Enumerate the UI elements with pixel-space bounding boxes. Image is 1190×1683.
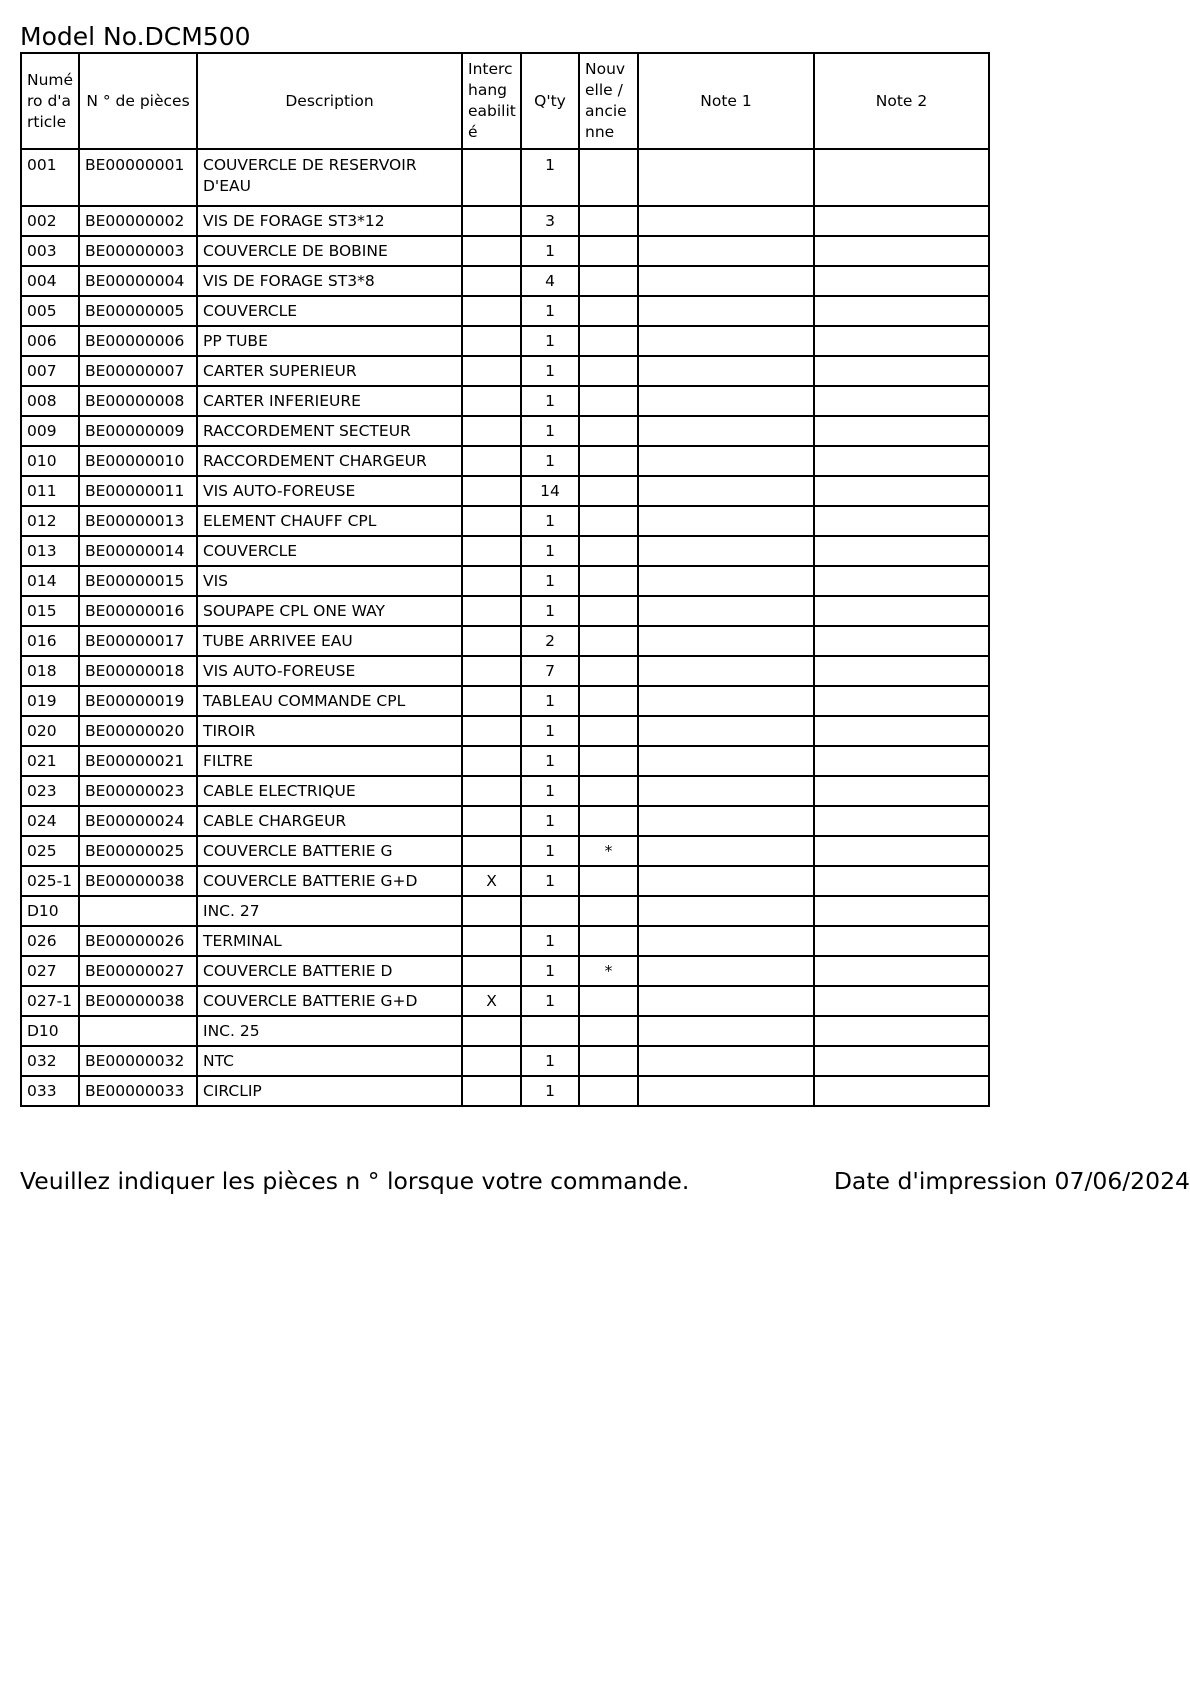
cell-note-2 (814, 386, 989, 416)
header-qty: Q'ty (521, 53, 579, 149)
table-row (21, 446, 989, 476)
parts-table (20, 52, 990, 1107)
cell-note-2 (814, 236, 989, 266)
cell-qty (521, 896, 579, 926)
cell-description: INC. 25 (197, 1016, 462, 1046)
cell-part-number: BE00000010 (79, 446, 197, 476)
cell-description: CARTER INFERIEURE (197, 386, 462, 416)
cell-qty: 1 (521, 716, 579, 746)
cell-note-2 (814, 149, 989, 206)
cell-note-1 (638, 686, 814, 716)
cell-item-number: 021 (21, 746, 79, 776)
cell-interchangeability (462, 656, 521, 686)
cell-new-old (579, 1076, 638, 1106)
cell-description: VIS DE FORAGE ST3*12 (197, 206, 462, 236)
cell-qty: 1 (521, 956, 579, 986)
cell-qty: 1 (521, 1046, 579, 1076)
cell-note-1 (638, 596, 814, 626)
cell-qty: 1 (521, 806, 579, 836)
cell-note-1 (638, 356, 814, 386)
cell-note-2 (814, 326, 989, 356)
cell-part-number: BE00000004 (79, 266, 197, 296)
cell-qty: 14 (521, 476, 579, 506)
cell-note-1 (638, 926, 814, 956)
cell-part-number: BE00000008 (79, 386, 197, 416)
cell-interchangeability (462, 536, 521, 566)
table-row (21, 476, 989, 506)
cell-note-2 (814, 1016, 989, 1046)
cell-qty: 1 (521, 596, 579, 626)
cell-description: RACCORDEMENT CHARGEUR (197, 446, 462, 476)
table-row (21, 746, 989, 776)
cell-interchangeability (462, 506, 521, 536)
table-row (21, 656, 989, 686)
cell-new-old (579, 476, 638, 506)
cell-item-number: 019 (21, 686, 79, 716)
cell-new-old: * (579, 836, 638, 866)
table-row (21, 326, 989, 356)
cell-new-old (579, 746, 638, 776)
cell-item-number: 003 (21, 236, 79, 266)
cell-part-number (79, 896, 197, 926)
cell-interchangeability (462, 836, 521, 866)
cell-new-old (579, 536, 638, 566)
cell-new-old (579, 656, 638, 686)
cell-interchangeability (462, 356, 521, 386)
cell-qty: 1 (521, 746, 579, 776)
cell-description: TUBE ARRIVEE EAU (197, 626, 462, 656)
cell-interchangeability (462, 149, 521, 206)
cell-description: VIS AUTO-FOREUSE (197, 476, 462, 506)
cell-description: COUVERCLE BATTERIE G+D (197, 866, 462, 896)
cell-interchangeability (462, 206, 521, 236)
cell-description: CABLE ELECTRIQUE (197, 776, 462, 806)
table-row (21, 356, 989, 386)
table-row (21, 1046, 989, 1076)
cell-qty: 1 (521, 416, 579, 446)
cell-qty: 4 (521, 266, 579, 296)
table-row (21, 149, 989, 206)
header-note-2: Note 2 (814, 53, 989, 149)
table-row (21, 806, 989, 836)
cell-new-old (579, 986, 638, 1016)
header-interchangeability: Interc hang eabilit é (462, 53, 521, 149)
cell-description: COUVERCLE BATTERIE D (197, 956, 462, 986)
cell-part-number: BE00000009 (79, 416, 197, 446)
cell-note-1 (638, 896, 814, 926)
header-part-number: N ° de pièces (79, 53, 197, 149)
cell-part-number: BE00000021 (79, 746, 197, 776)
cell-part-number: BE00000025 (79, 836, 197, 866)
cell-interchangeability (462, 896, 521, 926)
cell-new-old (579, 296, 638, 326)
cell-new-old (579, 596, 638, 626)
cell-part-number: BE00000011 (79, 476, 197, 506)
cell-part-number: BE00000027 (79, 956, 197, 986)
cell-new-old (579, 626, 638, 656)
cell-interchangeability (462, 266, 521, 296)
cell-qty: 1 (521, 776, 579, 806)
table-row (21, 686, 989, 716)
cell-note-2 (814, 746, 989, 776)
cell-new-old (579, 416, 638, 446)
cell-part-number: BE00000032 (79, 1046, 197, 1076)
cell-note-1 (638, 476, 814, 506)
cell-qty: 3 (521, 206, 579, 236)
cell-item-number: 008 (21, 386, 79, 416)
cell-interchangeability (462, 446, 521, 476)
cell-interchangeability (462, 926, 521, 956)
cell-item-number: 010 (21, 446, 79, 476)
cell-description: NTC (197, 1046, 462, 1076)
cell-interchangeability: X (462, 986, 521, 1016)
cell-qty: 1 (521, 986, 579, 1016)
header-new-old: Nouv elle / ancie nne (579, 53, 638, 149)
cell-interchangeability (462, 236, 521, 266)
cell-interchangeability (462, 1016, 521, 1046)
cell-part-number: BE00000038 (79, 866, 197, 896)
cell-description: COUVERCLE BATTERIE G (197, 836, 462, 866)
cell-part-number: BE00000002 (79, 206, 197, 236)
table-row (21, 236, 989, 266)
cell-new-old (579, 326, 638, 356)
cell-new-old (579, 926, 638, 956)
cell-part-number (79, 1016, 197, 1046)
cell-new-old (579, 716, 638, 746)
cell-interchangeability: X (462, 866, 521, 896)
cell-note-1 (638, 206, 814, 236)
cell-new-old (579, 446, 638, 476)
header-item-number: Numé ro d'a rticle (21, 53, 79, 149)
table-row (21, 296, 989, 326)
cell-part-number: BE00000019 (79, 686, 197, 716)
cell-interchangeability (462, 566, 521, 596)
cell-description: VIS (197, 566, 462, 596)
table-row (21, 716, 989, 746)
cell-qty: 1 (521, 296, 579, 326)
cell-note-2 (814, 1076, 989, 1106)
cell-interchangeability (462, 746, 521, 776)
cell-item-number: 033 (21, 1076, 79, 1106)
cell-description: INC. 27 (197, 896, 462, 926)
cell-note-1 (638, 416, 814, 446)
cell-note-1 (638, 296, 814, 326)
cell-description: TABLEAU COMMANDE CPL (197, 686, 462, 716)
table-header-row (21, 53, 989, 149)
cell-new-old (579, 1016, 638, 1046)
cell-item-number: 024 (21, 806, 79, 836)
cell-part-number: BE00000006 (79, 326, 197, 356)
cell-part-number: BE00000023 (79, 776, 197, 806)
cell-interchangeability (462, 686, 521, 716)
cell-item-number: 006 (21, 326, 79, 356)
cell-description: COUVERCLE DE RESERVOIR D'EAU (197, 149, 462, 206)
cell-note-1 (638, 536, 814, 566)
cell-item-number: 018 (21, 656, 79, 686)
cell-note-1 (638, 776, 814, 806)
cell-description: FILTRE (197, 746, 462, 776)
cell-note-2 (814, 896, 989, 926)
cell-qty: 1 (521, 386, 579, 416)
cell-note-1 (638, 956, 814, 986)
cell-qty: 1 (521, 866, 579, 896)
cell-item-number: 026 (21, 926, 79, 956)
cell-interchangeability (462, 1076, 521, 1106)
cell-part-number: BE00000033 (79, 1076, 197, 1106)
cell-interchangeability (462, 626, 521, 656)
cell-note-2 (814, 956, 989, 986)
cell-note-2 (814, 416, 989, 446)
cell-description: TERMINAL (197, 926, 462, 956)
cell-part-number: BE00000020 (79, 716, 197, 746)
cell-note-1 (638, 626, 814, 656)
cell-note-2 (814, 626, 989, 656)
cell-new-old (579, 206, 638, 236)
cell-new-old (579, 386, 638, 416)
cell-item-number: 007 (21, 356, 79, 386)
cell-item-number: 011 (21, 476, 79, 506)
cell-new-old (579, 686, 638, 716)
cell-description: COUVERCLE DE BOBINE (197, 236, 462, 266)
cell-part-number: BE00000024 (79, 806, 197, 836)
cell-note-2 (814, 566, 989, 596)
cell-part-number: BE00000018 (79, 656, 197, 686)
cell-note-1 (638, 1016, 814, 1046)
table-row (21, 416, 989, 446)
table-row (21, 626, 989, 656)
cell-item-number: 001 (21, 149, 79, 206)
cell-qty: 1 (521, 446, 579, 476)
cell-item-number: 004 (21, 266, 79, 296)
cell-qty: 1 (521, 686, 579, 716)
table-row (21, 896, 989, 926)
cell-new-old (579, 149, 638, 206)
table-row (21, 506, 989, 536)
cell-part-number: BE00000013 (79, 506, 197, 536)
cell-description: ELEMENT CHAUFF CPL (197, 506, 462, 536)
cell-note-2 (814, 206, 989, 236)
cell-note-2 (814, 656, 989, 686)
cell-note-1 (638, 506, 814, 536)
cell-note-1 (638, 806, 814, 836)
table-row (21, 836, 989, 866)
cell-note-2 (814, 836, 989, 866)
cell-qty: 1 (521, 326, 579, 356)
table-row (21, 266, 989, 296)
cell-interchangeability (462, 776, 521, 806)
cell-part-number: BE00000007 (79, 356, 197, 386)
cell-note-2 (814, 296, 989, 326)
cell-qty: 7 (521, 656, 579, 686)
cell-item-number: 027 (21, 956, 79, 986)
cell-description: CIRCLIP (197, 1076, 462, 1106)
cell-qty: 1 (521, 149, 579, 206)
cell-note-1 (638, 716, 814, 746)
cell-part-number: BE00000016 (79, 596, 197, 626)
cell-item-number: 032 (21, 1046, 79, 1076)
cell-item-number: 025-1 (21, 866, 79, 896)
cell-description: RACCORDEMENT SECTEUR (197, 416, 462, 446)
table-row (21, 866, 989, 896)
cell-note-1 (638, 746, 814, 776)
cell-new-old (579, 566, 638, 596)
cell-interchangeability (462, 806, 521, 836)
cell-item-number: D10 (21, 1016, 79, 1046)
cell-part-number: BE00000017 (79, 626, 197, 656)
cell-new-old (579, 356, 638, 386)
cell-interchangeability (462, 386, 521, 416)
cell-interchangeability (462, 1046, 521, 1076)
cell-part-number: BE00000026 (79, 926, 197, 956)
cell-interchangeability (462, 716, 521, 746)
cell-note-2 (814, 1046, 989, 1076)
cell-interchangeability (462, 416, 521, 446)
table-row (21, 596, 989, 626)
cell-new-old (579, 866, 638, 896)
cell-note-2 (814, 596, 989, 626)
cell-item-number: 014 (21, 566, 79, 596)
cell-part-number: BE00000001 (79, 149, 197, 206)
cell-qty: 1 (521, 236, 579, 266)
cell-item-number: 013 (21, 536, 79, 566)
cell-note-1 (638, 866, 814, 896)
cell-qty: 1 (521, 506, 579, 536)
cell-interchangeability (462, 296, 521, 326)
cell-description: SOUPAPE CPL ONE WAY (197, 596, 462, 626)
cell-note-2 (814, 536, 989, 566)
cell-note-2 (814, 986, 989, 1016)
cell-qty: 1 (521, 926, 579, 956)
cell-part-number: BE00000038 (79, 986, 197, 1016)
cell-item-number: 023 (21, 776, 79, 806)
cell-new-old (579, 896, 638, 926)
cell-note-1 (638, 836, 814, 866)
cell-note-1 (638, 446, 814, 476)
table-row (21, 956, 989, 986)
cell-note-2 (814, 446, 989, 476)
cell-description: COUVERCLE BATTERIE G+D (197, 986, 462, 1016)
cell-qty: 1 (521, 1076, 579, 1106)
cell-note-1 (638, 1076, 814, 1106)
cell-part-number: BE00000003 (79, 236, 197, 266)
cell-item-number: 016 (21, 626, 79, 656)
cell-note-2 (814, 266, 989, 296)
cell-note-2 (814, 776, 989, 806)
cell-note-1 (638, 566, 814, 596)
cell-note-2 (814, 506, 989, 536)
table-row (21, 986, 989, 1016)
cell-item-number: 012 (21, 506, 79, 536)
table-row (21, 536, 989, 566)
cell-item-number: 020 (21, 716, 79, 746)
table-row (21, 776, 989, 806)
cell-note-2 (814, 476, 989, 506)
cell-description: COUVERCLE (197, 536, 462, 566)
cell-description: VIS AUTO-FOREUSE (197, 656, 462, 686)
cell-interchangeability (462, 956, 521, 986)
table-row (21, 1016, 989, 1046)
cell-note-2 (814, 806, 989, 836)
table-row (21, 206, 989, 236)
cell-item-number: D10 (21, 896, 79, 926)
cell-new-old (579, 266, 638, 296)
cell-note-1 (638, 236, 814, 266)
cell-note-2 (814, 686, 989, 716)
cell-description: CABLE CHARGEUR (197, 806, 462, 836)
cell-new-old: * (579, 956, 638, 986)
cell-part-number: BE00000005 (79, 296, 197, 326)
cell-description: CARTER SUPERIEUR (197, 356, 462, 386)
header-description: Description (197, 53, 462, 149)
cell-item-number: 005 (21, 296, 79, 326)
cell-item-number: 002 (21, 206, 79, 236)
cell-note-2 (814, 716, 989, 746)
cell-new-old (579, 776, 638, 806)
cell-qty: 1 (521, 836, 579, 866)
table-row (21, 926, 989, 956)
cell-qty: 2 (521, 626, 579, 656)
cell-new-old (579, 506, 638, 536)
cell-note-1 (638, 1046, 814, 1076)
cell-qty (521, 1016, 579, 1046)
cell-note-1 (638, 386, 814, 416)
cell-qty: 1 (521, 566, 579, 596)
model-title: Model No.DCM500 (20, 22, 251, 51)
cell-interchangeability (462, 476, 521, 506)
cell-note-1 (638, 986, 814, 1016)
cell-note-2 (814, 356, 989, 386)
cell-description: TIROIR (197, 716, 462, 746)
cell-interchangeability (462, 326, 521, 356)
cell-part-number: BE00000014 (79, 536, 197, 566)
header-note-1: Note 1 (638, 53, 814, 149)
cell-qty: 1 (521, 536, 579, 566)
table-row (21, 386, 989, 416)
cell-note-2 (814, 926, 989, 956)
table-row (21, 1076, 989, 1106)
cell-new-old (579, 1046, 638, 1076)
cell-note-2 (814, 866, 989, 896)
cell-note-1 (638, 656, 814, 686)
cell-interchangeability (462, 596, 521, 626)
parts-table-body (21, 149, 989, 1106)
order-instruction: Veuillez indiquer les pièces n ° lorsque votre commande. (20, 1167, 690, 1195)
cell-qty: 1 (521, 356, 579, 386)
table-row (21, 566, 989, 596)
print-date: Date d'impression 07/06/2024 (833, 1167, 1190, 1195)
cell-description: PP TUBE (197, 326, 462, 356)
cell-item-number: 025 (21, 836, 79, 866)
cell-new-old (579, 806, 638, 836)
cell-item-number: 015 (21, 596, 79, 626)
cell-description: COUVERCLE (197, 296, 462, 326)
cell-part-number: BE00000015 (79, 566, 197, 596)
cell-item-number: 009 (21, 416, 79, 446)
cell-note-1 (638, 266, 814, 296)
cell-description: VIS DE FORAGE ST3*8 (197, 266, 462, 296)
cell-note-1 (638, 326, 814, 356)
cell-item-number: 027-1 (21, 986, 79, 1016)
cell-note-1 (638, 149, 814, 206)
cell-new-old (579, 236, 638, 266)
